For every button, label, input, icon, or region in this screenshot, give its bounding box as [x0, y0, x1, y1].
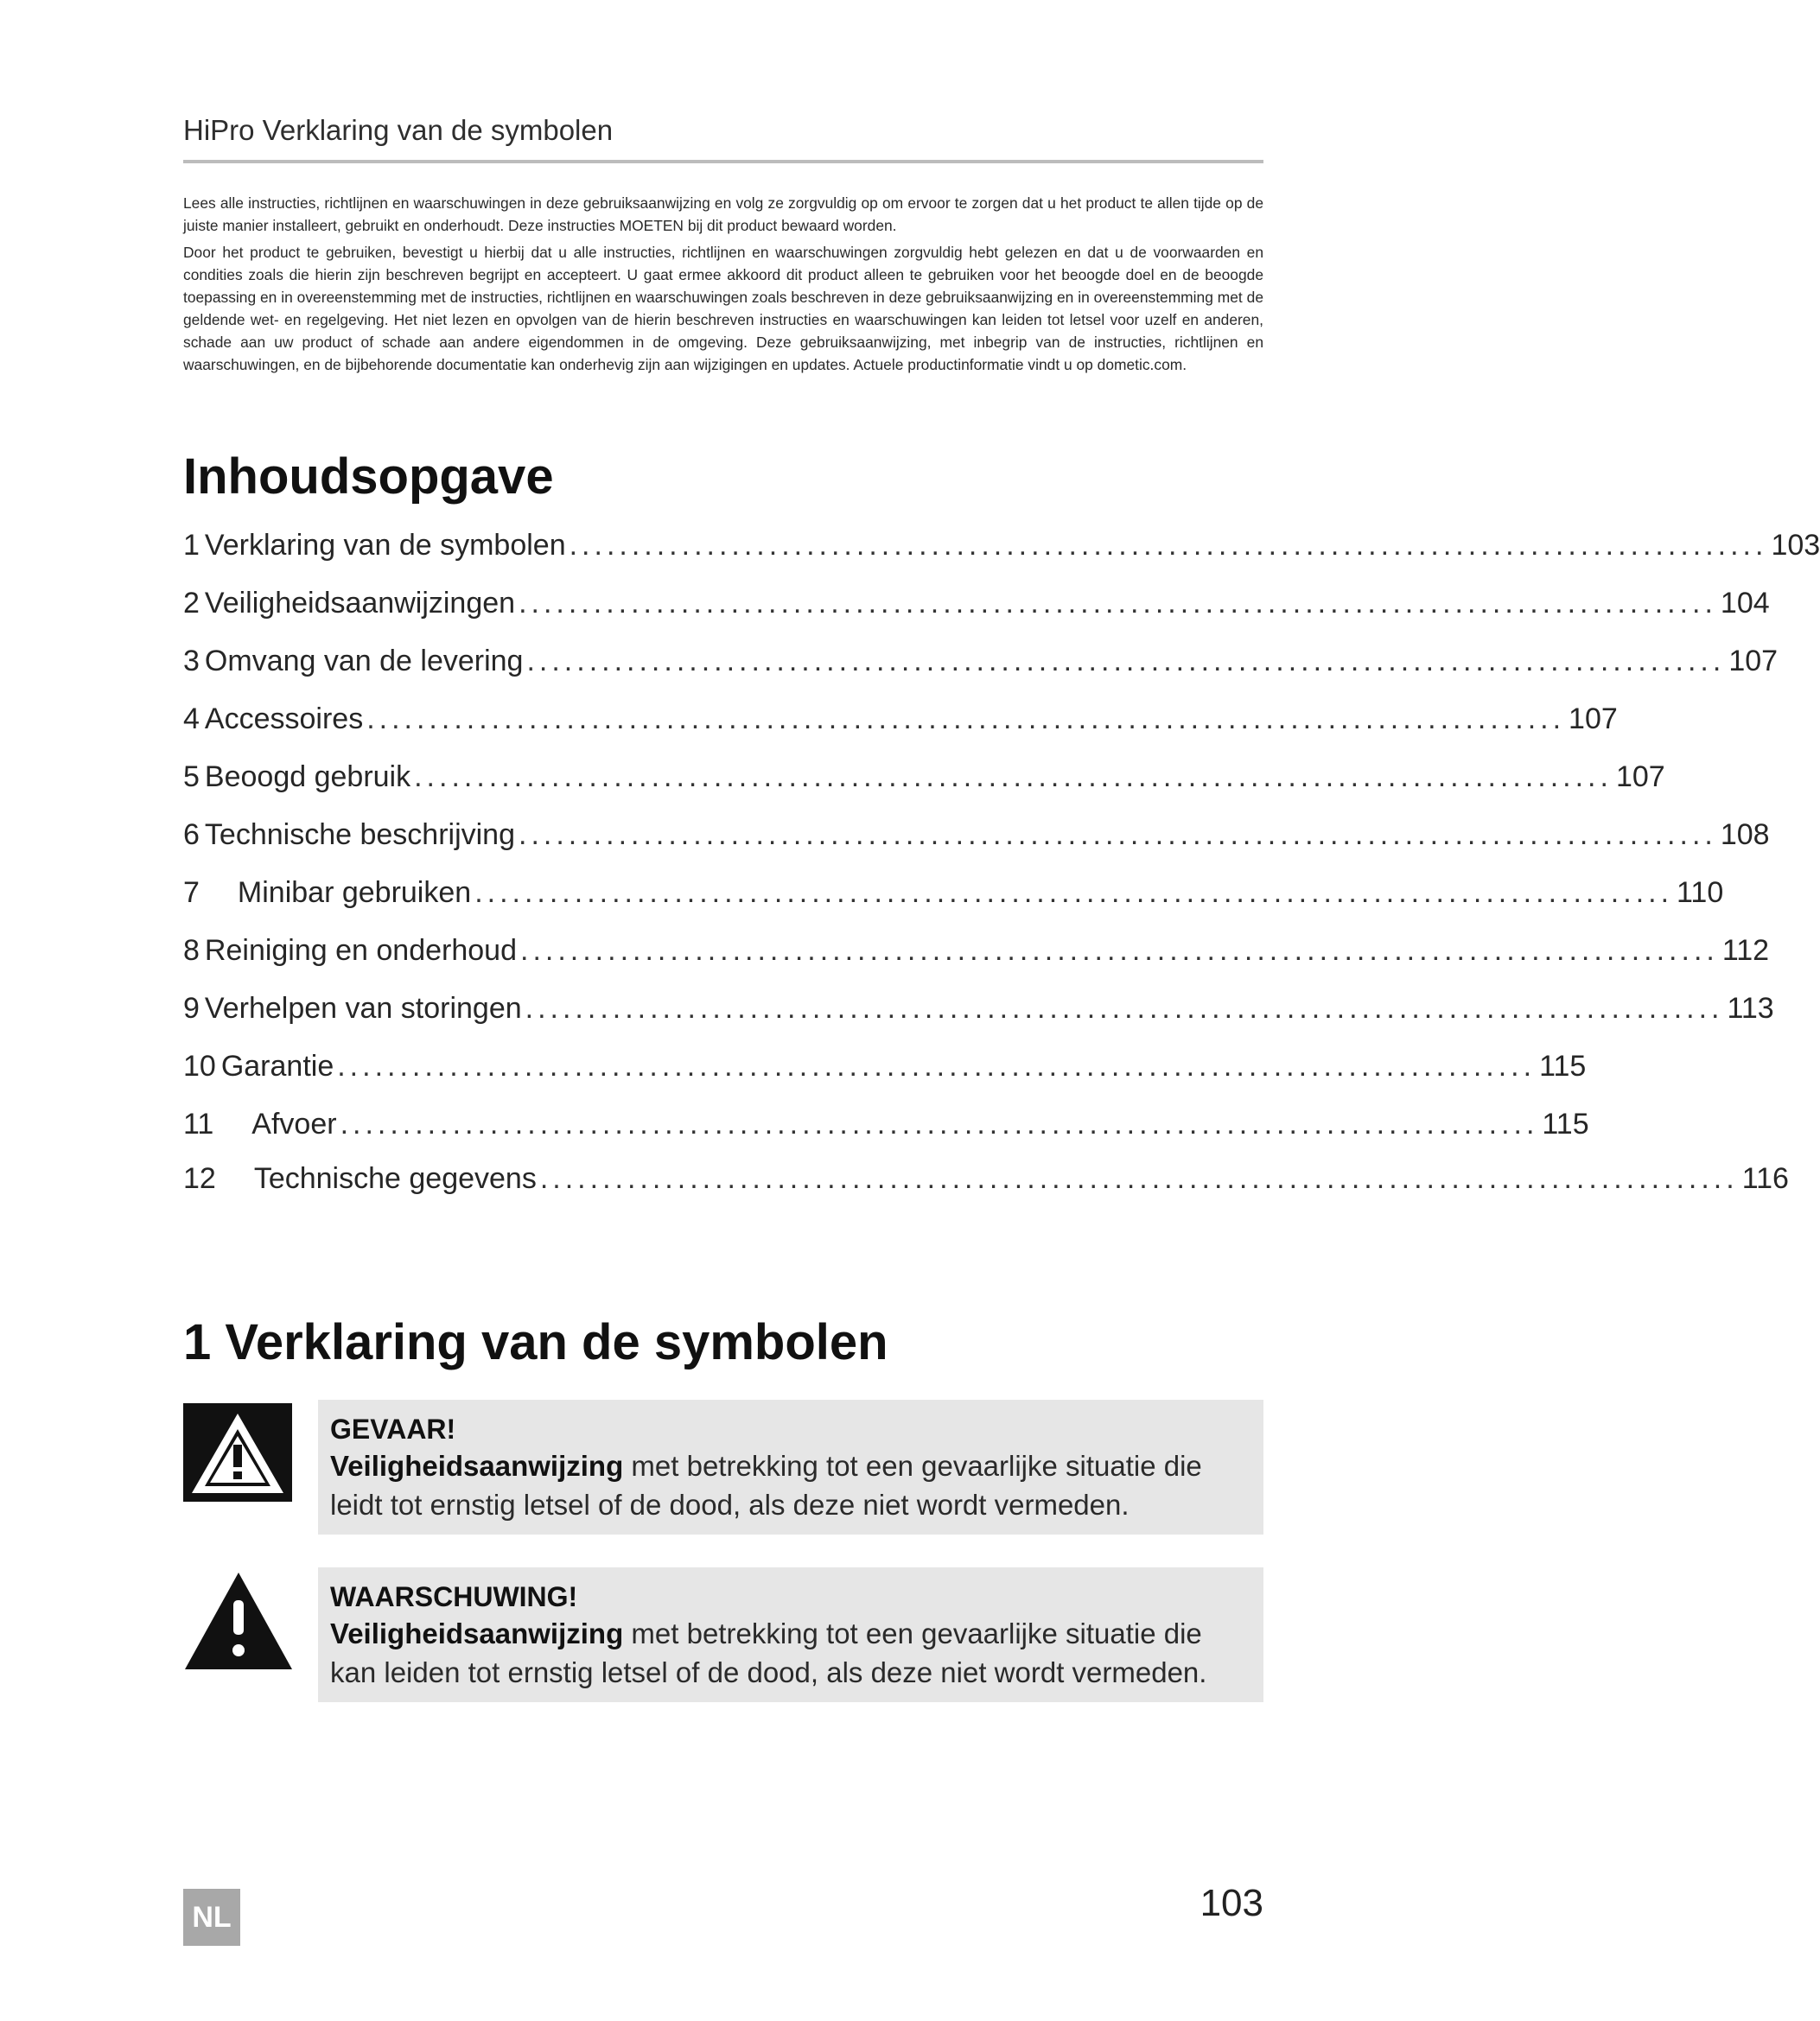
danger-notice: [318, 1400, 1263, 1535]
toc-entry-number: 1: [183, 529, 200, 562]
toc-entry-5[interactable]: [183, 760, 1665, 802]
toc-dot-leader: ................................................................................................: [414, 760, 1613, 793]
notice-body: met betrekking tot een gevaarlijke situatie die kan leiden tot ernstig letsel of de dood, als deze niet wordt vermeden.: [330, 1617, 1207, 1688]
toc-entry-label: Verhelpen van storingen: [204, 992, 522, 1025]
toc-entry-label: Accessoires: [204, 702, 364, 735]
danger-triangle-icon: [183, 1403, 292, 1502]
toc-entry-label: Technische gegevens: [253, 1162, 537, 1195]
toc-dot-leader: ................................................................................................: [340, 1108, 1539, 1141]
notice-lead: Veiligheidsaanwijzing: [330, 1450, 624, 1482]
toc-dot-leader: ................................................................................................: [519, 818, 1717, 851]
toc-title: Inhoudsopgave: [183, 448, 554, 505]
toc-entry-8[interactable]: [183, 934, 1770, 976]
toc-entry-4[interactable]: [183, 702, 1618, 744]
toc-entry-page: 116: [1741, 1162, 1789, 1195]
running-header: HiPro Verklaring van de symbolen: [183, 114, 614, 146]
toc-dot-leader: ................................................................................................: [519, 587, 1717, 620]
notice-heading: GEVAAR!: [330, 1414, 456, 1445]
toc-entry-number: 2: [183, 587, 200, 620]
toc-entry-number: 4: [183, 702, 200, 735]
toc-entry-number: 3: [183, 645, 200, 677]
toc-dot-leader: ................................................................................................: [474, 876, 1674, 909]
toc-dot-leader: ................................................................................................: [520, 934, 1719, 967]
toc-entry-number: 12: [183, 1162, 216, 1195]
toc-dot-leader: ................................................................................................: [539, 1162, 1739, 1195]
toc-entry-label: Omvang van de levering: [204, 645, 524, 677]
toc-dot-leader: ................................................................................................: [569, 529, 1768, 562]
notice-lead: Veiligheidsaanwijzing: [330, 1617, 624, 1649]
toc-entry-label: Verklaring van de symbolen: [204, 529, 566, 562]
toc-entry-6[interactable]: [183, 818, 1770, 860]
toc-entry-page: 107: [1615, 760, 1665, 793]
notice-heading: WAARSCHUWING!: [330, 1581, 578, 1612]
toc-entry-number: 9: [183, 992, 200, 1025]
warning-triangle-icon: [183, 1571, 294, 1671]
toc-entry-page: 113: [1727, 992, 1774, 1025]
toc-entry-1[interactable]: [183, 529, 1820, 570]
toc-entry-2[interactable]: [183, 587, 1770, 628]
page-number: 103: [1200, 1882, 1263, 1924]
toc-entry-page: 115: [1542, 1108, 1589, 1141]
toc-entry-page: 112: [1721, 934, 1770, 967]
header-divider: [183, 160, 1263, 163]
toc-entry-page: 115: [1539, 1050, 1587, 1083]
toc-entry-label: Garantie: [220, 1050, 334, 1083]
toc-entry-label: Veiligheidsaanwijzingen: [204, 587, 516, 620]
toc-entry-label: Technische beschrijving: [204, 818, 515, 851]
toc-dot-leader: ................................................................................................: [525, 992, 1724, 1025]
toc-entry-label: Reiniging en onderhoud: [204, 934, 517, 967]
toc-entry-number: 11: [183, 1108, 214, 1141]
toc-entry-10[interactable]: [183, 1050, 1587, 1091]
intro-paragraph-1: Lees alle instructies, richtlijnen en waarschuwingen in deze gebruiksaanwijzing en volg ze zorgvuldig op om ervoor te zorgen dat u het product te allen tijde op de juiste manier installeert, gebruikt en onderhoudt. Deze instructies MOETEN bij dit product bewaard worden.: [183, 194, 1263, 234]
notice-body: met betrekking tot een gevaarlijke situatie die leidt tot ernstig letsel of de dood, als deze niet wordt vermeden.: [330, 1450, 1202, 1521]
toc-entry-3[interactable]: [183, 645, 1779, 686]
intro-paragraph-2: Door het product te gebruiken, bevestigt u hierbij dat u alle instructies, richtlijnen en waarschuwingen zorgvuldig hebt gelezen en dat u de voorwaarden en condities zoals die hierin zijn beschreven begrijpt en accepteert. U gaat ermee akkoord dit product alleen te gebruiken voor het beoogde doel en de beoogde toepassing en in overeenstemming met de instructies, richtlijnen en waarschuwingen zoals beschreven in deze gebruiksaanwijzing en in overeenstemming met de geldende wet- en regelgeving. Het niet lezen en opvolgen van de hierin beschreven instructies en waarschuwingen kan leiden tot letsel voor uzelf en anderen, schade aan uw product of schade aan andere eigendommen in de omgeving. Deze gebruiksaanwijzing, met inbegrip van de instructies, richtlijnen en waarschuwingen, en de bijbehorende documentatie kan onderhevig zijn aan wijzigingen en updates. Actuele productinformatie vindt u op dometic.com.: [183, 244, 1263, 373]
toc-entry-12[interactable]: [183, 1162, 1789, 1204]
language-badge: NL: [183, 1889, 240, 1946]
toc-entry-number: 5: [183, 760, 200, 793]
toc-dot-leader: ................................................................................................: [337, 1050, 1537, 1083]
toc-entry-label: Afvoer: [251, 1108, 337, 1141]
warning-notice: [318, 1567, 1263, 1702]
toc-entry-number: 8: [183, 934, 200, 967]
toc-entry-label: Minibar gebruiken: [237, 876, 472, 909]
intro-text: [183, 192, 1263, 380]
toc-entry-number: 6: [183, 818, 200, 851]
toc-entry-label: Beoogd gebruik: [204, 760, 411, 793]
toc-dot-leader: ................................................................................................: [366, 702, 1566, 735]
toc-entry-page: 107: [1569, 702, 1618, 735]
toc-entry-7[interactable]: [183, 876, 1724, 918]
toc-entry-page: 110: [1677, 876, 1724, 909]
toc-entry-page: 104: [1720, 587, 1770, 620]
notice-text: [330, 1446, 1250, 1524]
toc-entry-11[interactable]: [183, 1108, 1589, 1149]
toc-entry-9[interactable]: [183, 992, 1774, 1033]
section-title: 1 Verklaring van de symbolen: [183, 1314, 888, 1370]
notice-text: [330, 1614, 1250, 1692]
toc-entry-number: 7: [183, 876, 200, 909]
toc-entry-page: 107: [1728, 645, 1779, 677]
toc-entry-page: 103: [1771, 529, 1820, 562]
toc-entry-number: 10: [183, 1050, 216, 1083]
toc-dot-leader: ................................................................................................: [526, 645, 1726, 677]
toc-entry-page: 108: [1720, 818, 1770, 851]
